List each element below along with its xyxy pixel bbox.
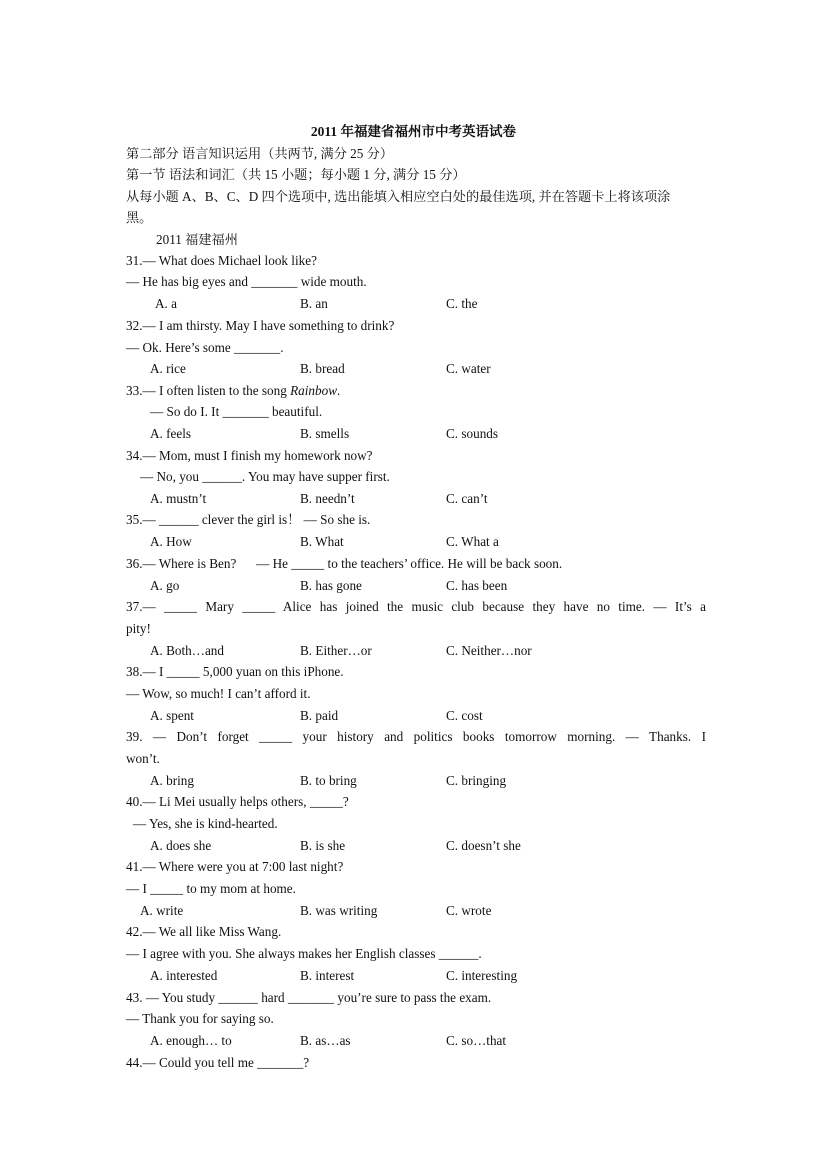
option-31-b: B. an [300,296,328,311]
option-35-b: B. What [300,534,344,549]
option-37-c: C. Neither…nor [446,643,532,658]
question-31: 31.— What does Michael look like? [126,253,317,268]
option-38-c: C. cost [446,708,483,723]
option-31-a: A. a [155,296,177,311]
option-35-a: A. How [150,534,192,549]
option-38-b: B. paid [300,708,339,723]
option-41-a: A. write [140,903,184,918]
instruction-line: 从每小题 A、B、C、D 四个选项中, 选出能填入相应空白处的最佳选项, 并在答题卡上将该项涂 [126,189,671,204]
option-41-b: B. was writing [300,903,378,918]
question-40: 40.— Li Mei usually helps others, _____? [126,794,349,809]
option-34-a: A. mustn’t [150,491,207,506]
option-42-b: B. interest [300,968,355,983]
question-37: 37.— _____ Mary _____ Alice has joined the music club because they have no time. — It’s a [126,599,706,614]
option-40-c: C. doesn’t she [446,838,521,853]
section-heading: 第一节 语法和词汇（共 15 小题；每小题 1 分, 满分 15 分） [126,167,466,182]
option-36-b: B. has gone [300,578,362,593]
instruction-line-cont: 黑。 [126,210,153,225]
answer-line-42: — I agree with you. She always makes her English classes ______. [126,946,482,961]
option-39-c: C. bringing [446,773,507,788]
option-35-c: C. What a [446,534,499,549]
option-34-c: C. can’t [446,491,488,506]
question-44: 44.— Could you tell me _______? [126,1055,310,1070]
option-43-c: C. so…that [446,1033,507,1048]
answer-line-38: — Wow, so much! I can’t afford it. [126,686,311,701]
option-36-a: A. go [150,578,180,593]
answer-line-43: — Thank you for saying so. [126,1011,274,1026]
question-39: 39. — Don’t forget _____ your history and politics books tomorrow morning. — Thanks. I [126,729,706,744]
option-43-b: B. as…as [300,1033,351,1048]
option-42-c: C. interesting [446,968,518,983]
option-33-a: A. feels [150,426,192,441]
question-37-cont: pity! [126,621,151,636]
option-33-c: C. sounds [446,426,499,441]
option-32-b: B. bread [300,361,345,376]
option-32-a: A. rice [150,361,186,376]
option-43-a: A. enough… to [150,1033,232,1048]
question-32: 32.— I am thirsty. May I have something to drink? [126,318,395,333]
answer-line-31: — He has big eyes and _______ wide mouth. [126,274,367,289]
question-35: 35.— ______ clever the girl is！ — So she is. [126,512,371,527]
option-37-a: A. Both…and [150,643,224,658]
answer-line-41: — I _____ to my mom at home. [126,881,296,896]
source-label: 2011 福建福州 [156,232,238,247]
option-40-b: B. is she [300,838,346,853]
option-34-b: B. needn’t [300,491,355,506]
song-title: Rainbow [290,383,337,398]
option-37-b: B. Either…or [300,643,372,658]
option-39-b: B. to bring [300,773,357,788]
answer-line-32: — Ok. Here’s some _______. [126,340,284,355]
part-heading: 第二部分 语言知识运用（共两节, 满分 25 分） [126,146,394,161]
question-34: 34.— Mom, must I finish my homework now? [126,448,373,463]
answer-line-40: — Yes, she is kind-hearted. [133,816,278,831]
question-41: 41.— Where were you at 7:00 last night? [126,859,344,874]
question-33 [126,382,706,400]
page-title: 2011 年福建省福州市中考英语试卷 [310,124,517,139]
option-32-c: C. water [446,361,491,376]
option-38-a: A. spent [150,708,194,723]
answer-line-33: — So do I. It _______ beautiful. [150,404,323,419]
question-43: 43. — You study ______ hard _______ you’re sure to pass the exam. [126,990,492,1005]
option-33-b: B. smells [300,426,350,441]
option-36-c: C. has been [446,578,508,593]
question-38: 38.— I _____ 5,000 yuan on this iPhone. [126,664,344,679]
question-33-text: 33.— I often listen to the song [126,383,291,398]
option-31-c: C. the [446,296,478,311]
option-42-a: A. interested [150,968,218,983]
question-36: 36.— Where is Ben? — He _____ to the teachers’ office. He will be back soon. [126,556,563,571]
option-39-a: A. bring [150,773,194,788]
question-42: 42.— We all like Miss Wang. [126,924,282,939]
answer-line-34: — No, you ______. You may have supper first. [140,469,390,484]
option-40-a: A. does she [150,838,212,853]
option-41-c: C. wrote [446,903,492,918]
question-39-cont: won’t. [126,751,160,766]
question-33-end: . [336,383,341,398]
